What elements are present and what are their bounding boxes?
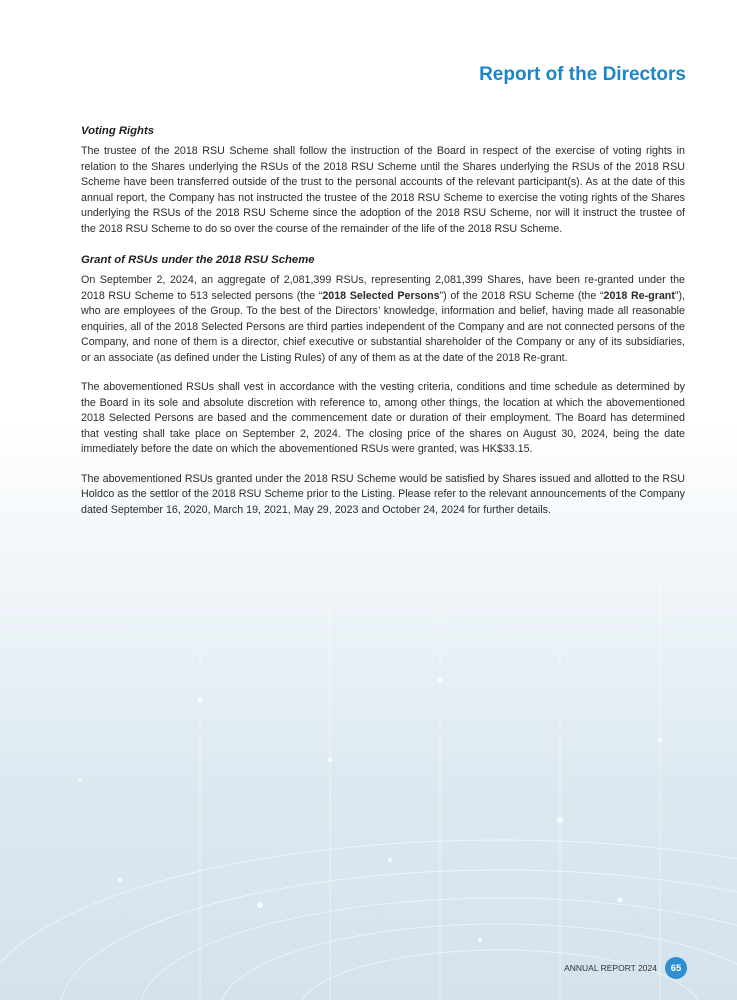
section-heading-grant-of-rsus: Grant of RSUs under the 2018 RSU Scheme xyxy=(81,254,315,266)
grant-paragraph-1 xyxy=(81,273,685,366)
defined-term-selected-persons: 2018 Selected Persons xyxy=(322,289,440,302)
page-title: Report of the Directors xyxy=(479,64,686,85)
grant-p1-text-a: On September 2, 2024, an aggregate of 2,081,399 RSUs, representing 2,081,399 Shares, have been re-granted under the 2018 RSU Scheme to 513 selected persons (the “ xyxy=(81,274,685,302)
page-number-badge: 65 xyxy=(665,957,687,979)
voting-rights-paragraph: The trustee of the 2018 RSU Scheme shall follow the instruction of the Board in respect of the exercise of voting rights in relation to the Shares underlying the RSUs of the 2018 RSU Scheme until the Shares underlying the RSUs of the 2018 RSU Scheme have been transferred outside of the trust to the personal accounts of the relevant participant(s). As at the date of this annual report, the Company has not instructed the trustee of the 2018 RSU Scheme to exercise the voting rights of the Shares underlying the RSUs of the 2018 RSU Scheme since the adoption of the 2018 RSU Scheme, nor will it instruct the trustee of the 2018 RSU Scheme to do so over the course of the remainder of the life of the 2018 RSU Scheme. xyxy=(81,145,685,235)
grant-paragraph-2: The abovementioned RSUs shall vest in accordance with the vesting criteria, conditions and time schedule as determined by the Board in its sole and absolute discretion with reference to, among other things, the location at which the abovementioned 2018 Selected Persons are based and the commencement date or duration of their employment. The Board has determined that vesting shall take place on September 2, 2024. The closing price of the shares on August 30, 2024, being the date immediately before the date on which the abovementioned RSUs were granted, was HK$33.15. xyxy=(81,381,685,455)
report-content xyxy=(81,124,685,532)
grant-paragraph-3: The abovementioned RSUs granted under the 2018 RSU Scheme would be satisfied by Shares issued and allotted to the RSU Holdco as the settlor of the 2018 RSU Scheme prior to the Listing. Please refer to the relevant announcements of the Company dated September 16, 2020, March 19, 2021, May 29, 2023 and October 24, 2024 for further details. xyxy=(81,472,685,516)
section-heading-voting-rights: Voting Rights xyxy=(81,125,154,137)
grant-p1-text-e: ”), who are employees of the Group. To the best of the Directors’ knowledge, information and belief, having made all reasonable enquiries, all of the 2018 Selected Persons are third parties independent of the Company and are not connected persons of the Company, and none of them is a director, chief executive or substantial shareholder of the Company or any of its subsidiaries, or an associate (as defined under the Listing Rules) of any of them as at the date of the 2018 Re-grant. xyxy=(81,289,685,364)
defined-term-re-grant: 2018 Re-grant xyxy=(603,289,675,302)
footer-report-label: ANNUAL REPORT 2024 xyxy=(564,963,657,973)
grant-p1-text-c: ”) of the 2018 RSU Scheme (the “ xyxy=(439,289,604,302)
page-footer xyxy=(564,957,687,979)
